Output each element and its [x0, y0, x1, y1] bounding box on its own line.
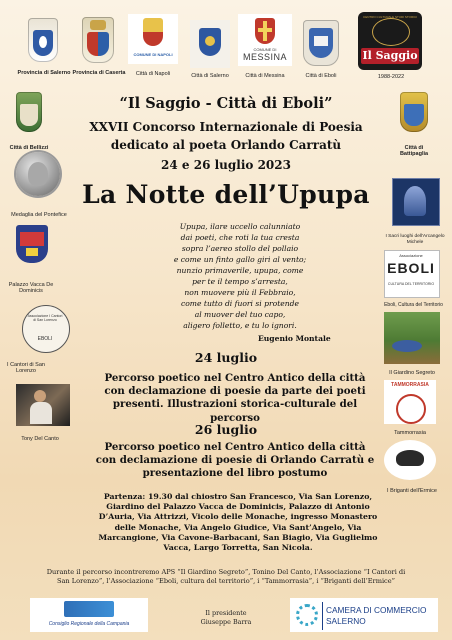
label-citta-bellizzi: Città di Bellizzi — [9, 145, 49, 151]
poem-line: aligero folletto, e tu lo ignori. — [183, 321, 297, 330]
label-provincia-caserta: Provincia di Caserta — [72, 70, 126, 76]
label-citta-napoli: Città di Napoli — [135, 71, 171, 77]
poem-line: per te il tempo s’arresta, — [192, 277, 288, 286]
poem-line: sopra l’aereo stollo del pollaio — [181, 244, 299, 253]
day2-date: 26 luglio — [194, 422, 258, 437]
cantori-logo-text: Associazione I Cantori di San Lorenzo — [27, 314, 63, 322]
title-line-4: 24 e 26 luglio 2023 — [161, 158, 291, 172]
consiglio-regionale-text: Consiglio Regionale della Campania — [48, 621, 130, 627]
label-tammorrasia: Tammorrasia — [394, 430, 426, 436]
poem-line: e come un finto gallo giri al vento; — [173, 255, 307, 264]
tammorrasia-logo-text: TAMMORRASIA — [391, 382, 429, 388]
saggio-logo-text: Il Saggio — [362, 49, 418, 62]
label-eboli-cultura: Eboli, Cultura del Territorio — [384, 302, 443, 308]
label-sacri-luoghi: I Sacri luoghi dell'Arcangelo Michele — [385, 234, 445, 245]
poem-author: Eugenio Montale — [258, 334, 331, 343]
label-briganti-ermice: I Briganti dell'Ermice — [387, 488, 437, 494]
day1-text: Percorso poetico nel Centro Antico della città con declamazione di poesie da parte dei poeti presenti. Illustrazioni storica-culturale del percorso — [104, 372, 366, 424]
label-1988-2022: 1988-2022 — [377, 74, 405, 80]
messina-small-text: COMUNE DI — [253, 47, 277, 52]
partenza-text: Partenza: 19.30 dal chiostro San Francesco, Via San Lorenzo, Giardino del Palazzo Vacca de Dominicis, Palazzo di Antonio D’Auria, Via Attrizzi, Vicolo delle Monache, ingresso Monastero delle Monache, Via Angelo Giudice, Via Sant’Angelo, Via Marcangione, Via Cavone-Barbacani, San Biagio, Via Guglielmo Vacca, Largo Torretta, San Nicola. — [98, 492, 378, 553]
title-line-3: dedicato al poeta Orlando Carratù — [110, 138, 342, 152]
day2-text: Percorso poetico nel Centro Antico della città con declamazione di poesie di Orlando Carratù e presentazione del libro postumo — [95, 441, 375, 480]
cantori-logo — [22, 305, 70, 353]
label-cantori-san-lorenzo: I Cantori di San Lorenzo — [7, 362, 45, 374]
poem-line: Upupa, ilare uccello calunniato — [179, 222, 301, 231]
label-citta-battipaglia: Città di Battipaglia — [399, 145, 429, 157]
camera-commercio-icon — [296, 604, 318, 626]
poem-line: nunzio primaverile, upupa, come — [176, 266, 304, 275]
cantori-logo-eboli: EBOLI — [37, 336, 53, 342]
crest-gold-red-icon — [143, 18, 163, 46]
durante-text: Durante il percorso incontreremo APS “Il Giardino Segreto”, Tonino Del Canto, l’Associazione “I Cantori di San Lorenzo”, l’Associazione “Eboli, cultura del territorio”, i “Tammorrasia”, i “Briganti dell’Ermice” — [46, 568, 406, 585]
president-title: Il presidente — [205, 609, 247, 617]
poem-line: come tutto di fuori si protende — [180, 299, 299, 308]
label-medaglia-pontefice: Medaglia del Pontefice — [11, 212, 67, 218]
title-line-1: “Il Saggio - Città di Eboli” — [119, 95, 333, 112]
main-title: La Notte dell’Upupa — [82, 180, 370, 209]
napoli-logo-text: COMUNE DI NAPOLI — [133, 52, 173, 57]
poem-line: dai poeti, che roti la tua cresta — [180, 233, 300, 242]
label-provincia-salerno: Provincia di Salerno — [17, 70, 71, 76]
saggio-small-text: CENTRO CULTURALE STUDI STORICI — [363, 15, 417, 19]
camera-commercio-line1: CAMERA DI COMMERCIO — [326, 605, 427, 615]
shield-red-blue-icon — [87, 32, 109, 56]
eboli-cultura-logo-text: EBOLI — [387, 260, 435, 276]
president-name: Giuseppe Barra — [200, 618, 252, 626]
label-citta-salerno: Città di Salerno — [191, 73, 229, 79]
label-tony-del-canto: Tony Del Canto — [21, 436, 59, 442]
eboli-cultura-sub-text: CULTURA DEL TERRITORIO — [387, 282, 435, 286]
label-citta-eboli: Città di Eboli — [305, 73, 337, 79]
poem-line: non muovere più il Febbraio, — [184, 288, 296, 297]
camera-commercio-line2: SALERNO — [326, 616, 366, 626]
eboli-cultura-assoc-text: Associazione — [399, 253, 423, 258]
messina-logo-text: MESSINA — [242, 52, 287, 62]
day1-date: 24 luglio — [194, 350, 258, 365]
label-giardino-segreto: Il Giardino Segreto — [389, 370, 435, 376]
poem-line: al muover del tuo capo, — [194, 310, 286, 319]
label-palazzo-vacca: Palazzo Vacca De Dominicis — [8, 282, 54, 294]
title-line-2: XXVII Concorso Internazionale di Poesia — [89, 120, 363, 134]
label-citta-messina: Città di Messina — [245, 73, 285, 79]
